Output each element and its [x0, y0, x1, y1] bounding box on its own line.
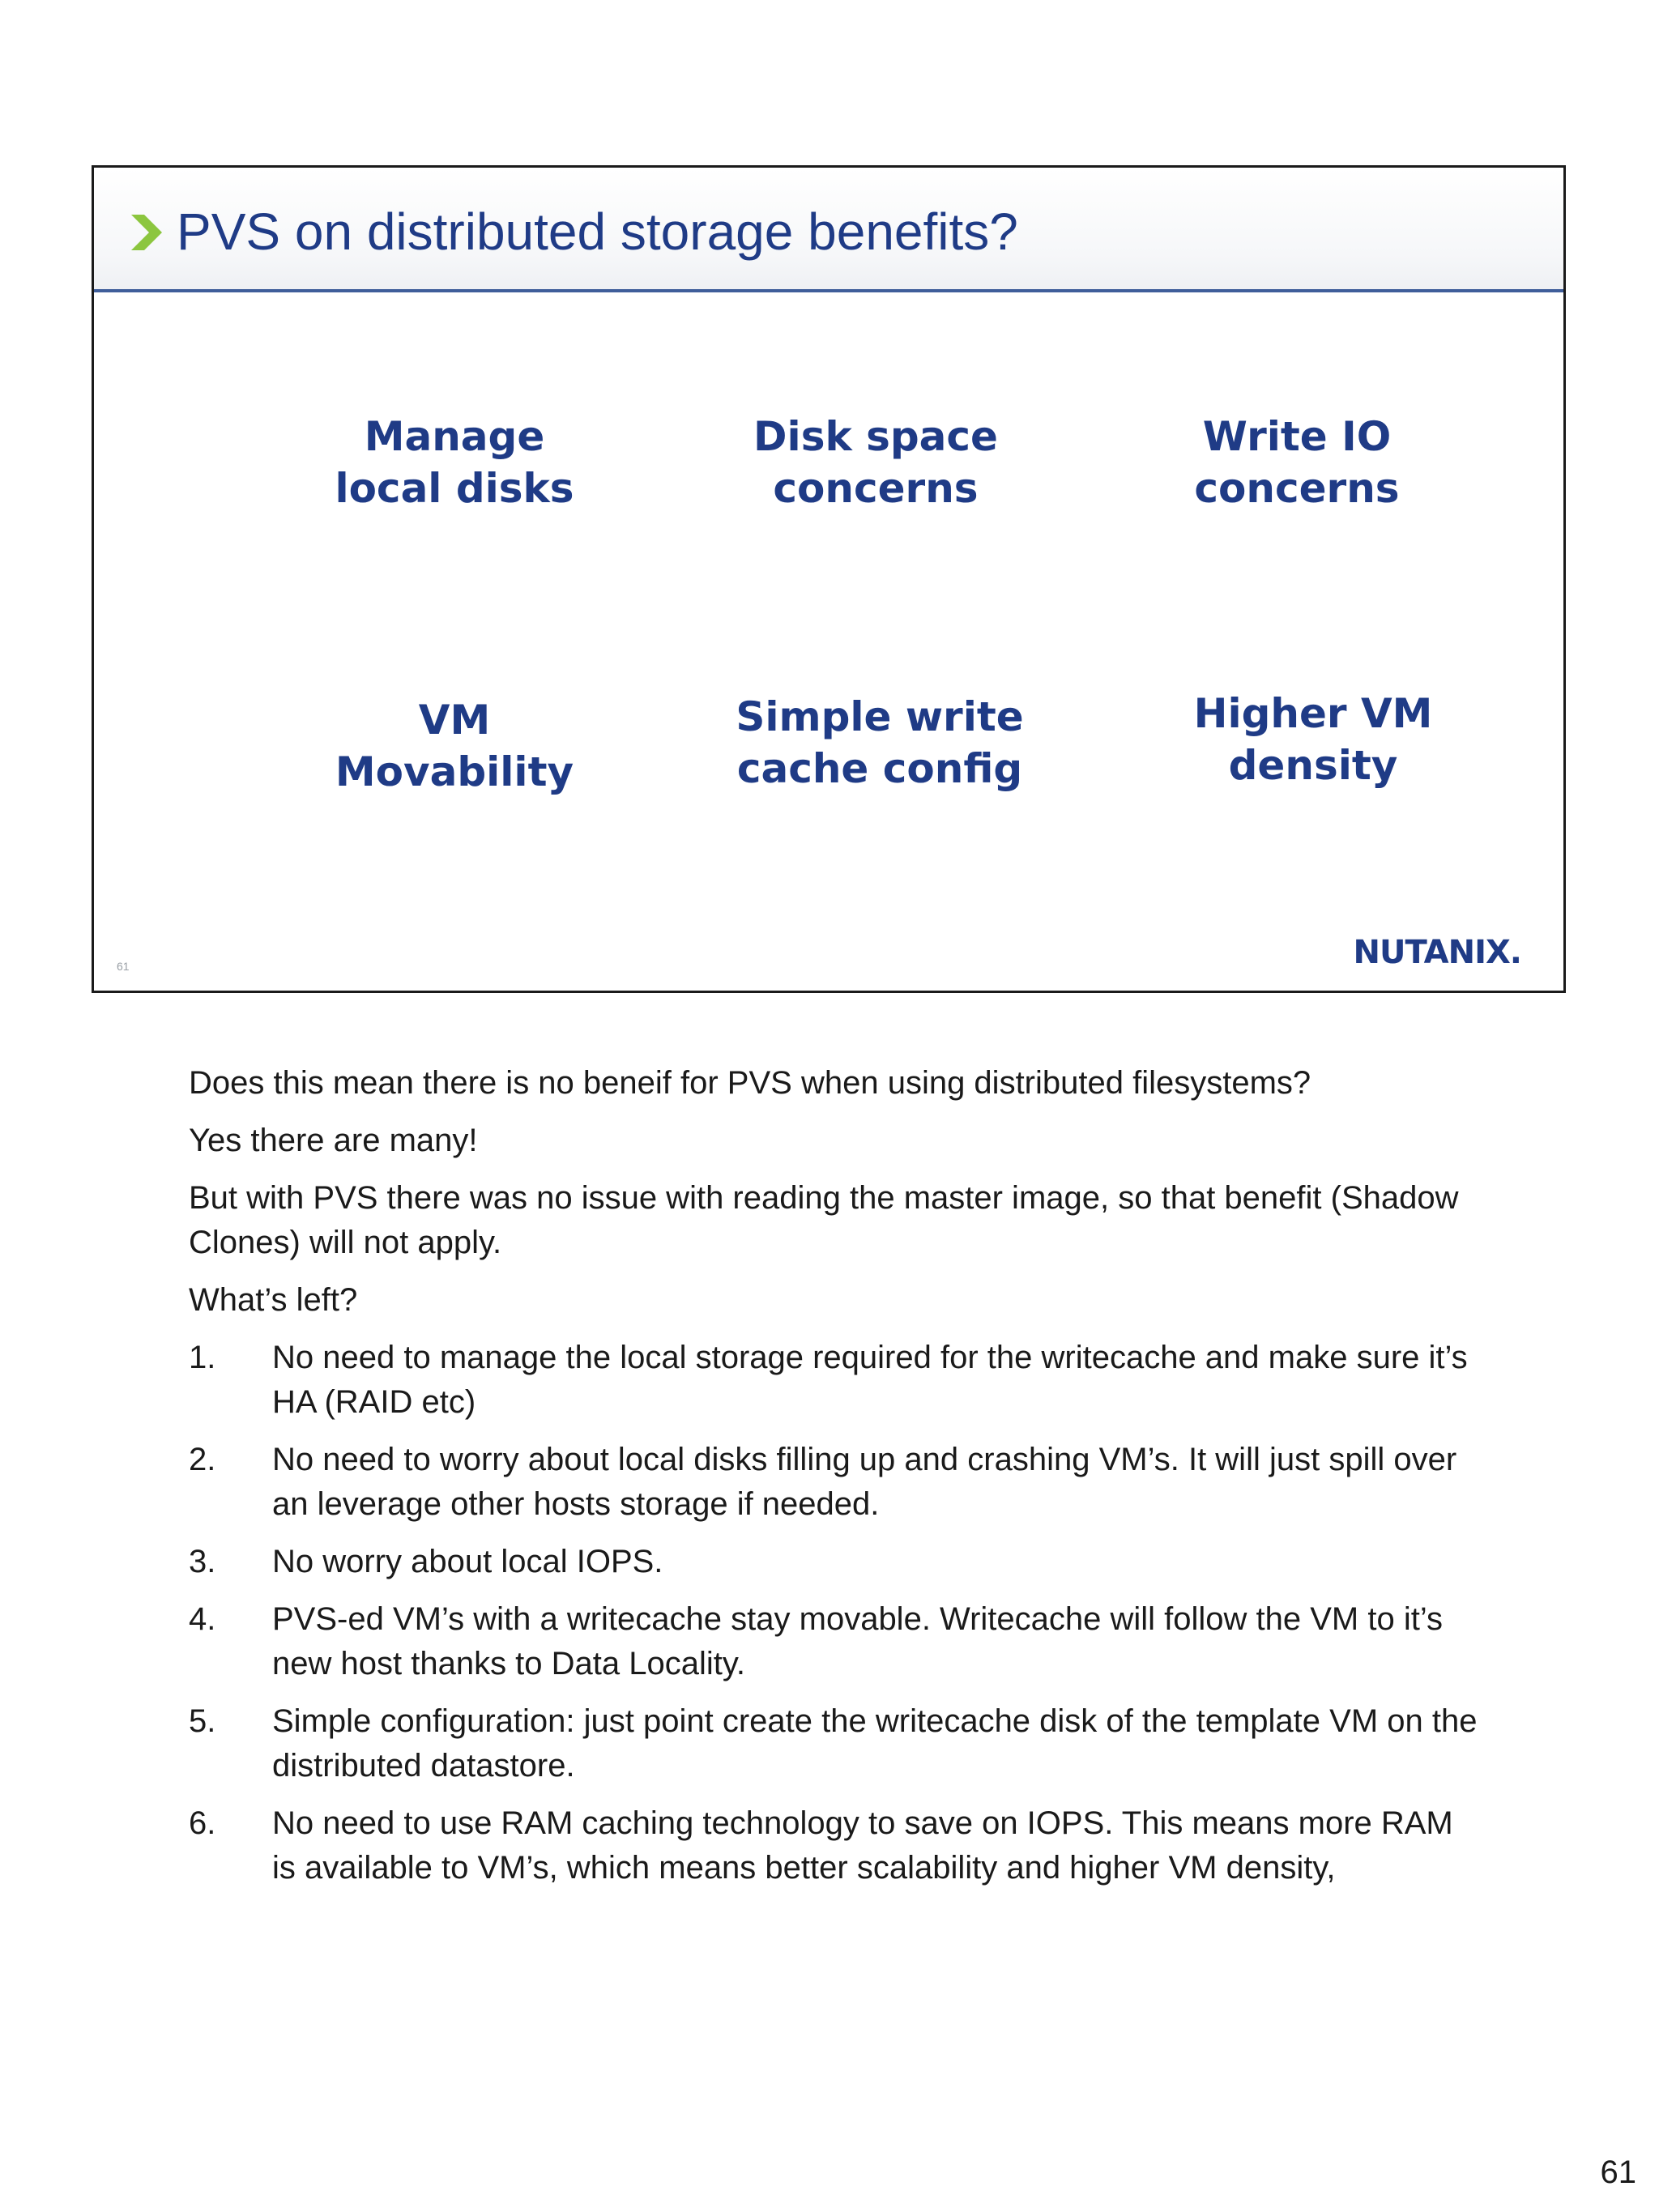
tile-line: Disk space — [753, 413, 998, 460]
list-item-number: 6. — [189, 1805, 216, 1841]
list-item — [189, 1597, 1485, 1686]
list-item — [189, 1801, 1485, 1890]
tile-line: local disks — [335, 465, 574, 512]
notes-paragraph: But with PVS there was no issue with reading the master image, so that benefit (Shadow Clones) will not apply. — [189, 1180, 1459, 1260]
tile-line: density — [1228, 742, 1398, 789]
tile-line: Higher VM — [1193, 690, 1433, 737]
list-item-number: 1. — [189, 1340, 216, 1375]
list-item — [189, 1540, 1485, 1584]
list-item-text: No worry about local IOPS. — [272, 1544, 663, 1579]
tile-disk-space-concerns — [665, 411, 1086, 514]
notes-list — [189, 1336, 1485, 1890]
slide-title: PVS on distributed storage benefits? — [177, 202, 1018, 261]
list-item-number: 2. — [189, 1442, 216, 1477]
speaker-notes — [189, 1061, 1485, 1903]
list-item-text: No need to use RAM caching technology to save on IOPS. This means more RAM is available to VM’s, which means better scalability and higher VM density, — [272, 1805, 1453, 1886]
tile-manage-local-disks — [244, 411, 665, 514]
list-item-text: PVS-ed VM’s with a writecache stay movable. Writecache will follow the VM to it’s new host thanks to Data Locality. — [272, 1601, 1443, 1681]
tile-line: concerns — [773, 465, 979, 512]
tile-line: Manage — [364, 413, 545, 460]
notes-paragraph: What’s left? — [189, 1282, 358, 1318]
tile-write-io-concerns — [1086, 411, 1508, 514]
notes-paragraph: Yes there are many! — [189, 1123, 478, 1158]
chevron-right-icon — [123, 208, 172, 257]
slide-thumbnail — [92, 165, 1566, 993]
tile-line: Movability — [335, 748, 574, 795]
list-item-text: No need to worry about local disks filling up and crashing VM’s. It will just spill over an leverage other hosts storage if needed. — [272, 1442, 1457, 1522]
list-item — [189, 1699, 1485, 1788]
tile-line: cache config — [736, 745, 1023, 792]
page-number: 61 — [1600, 2154, 1636, 2190]
list-item-number: 3. — [189, 1544, 216, 1579]
list-item — [189, 1438, 1485, 1527]
nutanix-logo: NUTANIX. — [1353, 934, 1521, 971]
tile-simple-write-cache-config — [669, 691, 1090, 795]
slide-footer-number: 61 — [117, 960, 130, 973]
list-item-text: Simple configuration: just point create the writecache disk of the template VM on the distributed datastore. — [272, 1703, 1478, 1784]
list-item-text: No need to manage the local storage required for the writecache and make sure it’s HA (RAID etc) — [272, 1340, 1468, 1420]
tile-line: concerns — [1194, 465, 1400, 512]
list-item — [189, 1336, 1485, 1425]
tile-higher-vm-density — [1102, 688, 1524, 791]
tile-line: VM — [418, 697, 491, 744]
tile-line: Write IO — [1202, 413, 1392, 460]
tile-line: Simple write — [736, 693, 1024, 740]
list-item-number: 4. — [189, 1601, 216, 1637]
list-item-number: 5. — [189, 1703, 216, 1739]
tile-vm-movability — [244, 694, 665, 798]
header-divider — [94, 289, 1563, 292]
notes-paragraph: Does this mean there is no beneif for PVS when using distributed filesystems? — [189, 1065, 1311, 1101]
